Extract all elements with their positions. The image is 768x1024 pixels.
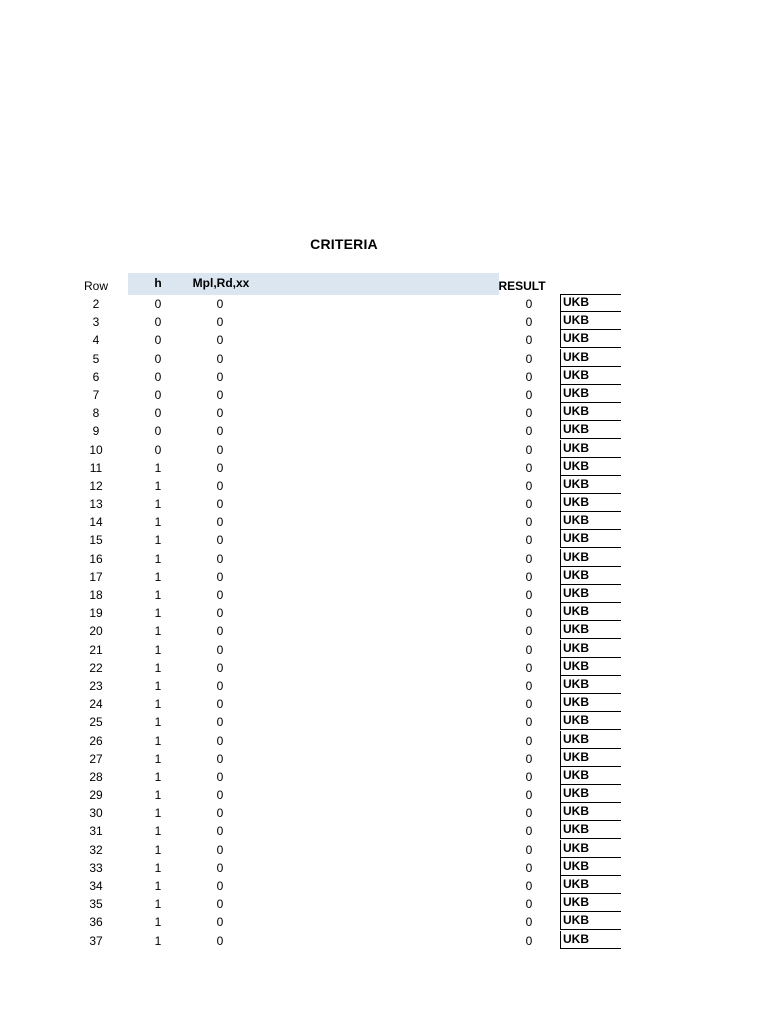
result-cell: 0 [525,624,533,639]
h-cell: 1 [154,897,162,912]
row-number-cell: 21 [89,642,103,657]
table-row [0,403,768,421]
mpl-cell: 0 [216,879,224,893]
status-cell: UKB [560,858,621,876]
h-cell: 1 [154,715,162,730]
result-cell: 0 [525,297,533,311]
result-cell: 0 [525,715,533,730]
data-table [0,294,768,949]
table-row [0,858,768,876]
mpl-cell: 0 [216,860,224,875]
table-row [0,312,768,330]
result-cell: 0 [525,697,533,712]
table-row [0,458,768,476]
table-row [0,567,768,585]
mpl-cell: 0 [216,915,224,930]
h-cell: 1 [154,769,162,784]
status-cell: UKB [560,840,621,858]
table-row [0,749,768,767]
result-cell: 0 [525,751,533,766]
status-cell: UKB [560,403,621,421]
status-cell: UKB [560,367,621,385]
result-cell: 0 [525,660,533,675]
status-cell: UKB [560,603,621,621]
table-row [0,894,768,912]
mpl-cell: 0 [216,678,224,693]
column-header-result: RESULT [498,279,546,293]
table-row [0,476,768,494]
status-cell: UKB [560,458,621,476]
mpl-cell: 0 [216,715,224,730]
mpl-cell: 0 [216,588,224,602]
result-cell: 0 [525,406,533,421]
result-cell: 0 [525,351,533,366]
result-cell: 0 [525,442,533,457]
mpl-cell: 0 [216,533,224,548]
column-header-mpl: Mpl,Rd,xx [192,276,250,290]
mpl-cell: 0 [216,515,224,530]
result-cell: 0 [525,842,533,857]
mpl-cell: 0 [216,442,224,457]
table-row [0,876,768,894]
h-cell: 0 [154,424,162,439]
row-number-cell: 14 [89,515,103,530]
h-cell: 1 [154,788,162,803]
table-row [0,785,768,803]
row-number-cell: 36 [89,915,103,930]
row-number-cell: 35 [89,897,103,912]
column-header-h: h [154,276,162,290]
status-cell: UKB [560,440,621,458]
status-cell: UKB [560,894,621,912]
table-row [0,821,768,839]
status-cell: UKB [560,312,621,330]
status-cell: UKB [560,349,621,367]
h-cell: 0 [154,406,162,421]
h-cell: 1 [154,660,162,675]
h-cell: 1 [154,497,162,512]
result-cell: 0 [525,369,533,384]
row-number-cell: 28 [89,769,103,784]
row-number-cell: 29 [89,788,103,803]
table-row [0,494,768,512]
h-cell: 1 [154,842,162,857]
table-row [0,603,768,621]
table-row [0,731,768,749]
table-row [0,385,768,403]
result-cell: 0 [525,806,533,821]
h-cell: 1 [154,806,162,821]
result-cell: 0 [525,860,533,875]
result-cell: 0 [525,515,533,530]
result-cell: 0 [525,551,533,566]
mpl-cell: 0 [216,569,224,584]
mpl-cell: 0 [216,315,224,330]
mpl-cell: 0 [216,660,224,675]
mpl-cell: 0 [216,788,224,803]
status-cell: UKB [560,767,621,785]
row-number-cell: 32 [89,842,103,857]
row-number-cell: 22 [89,660,103,675]
row-number-cell: 23 [89,678,103,693]
mpl-cell: 0 [216,478,224,493]
row-number-cell: 9 [92,424,100,439]
status-cell: UKB [560,785,621,803]
row-number-cell: 24 [89,697,103,712]
row-number-cell: 10 [89,442,103,457]
column-header-row: Row [83,279,108,293]
h-cell: 1 [154,606,162,621]
row-number-cell: 25 [89,715,103,730]
status-cell: UKB [560,494,621,512]
h-cell: 1 [154,478,162,493]
h-cell: 0 [154,333,162,348]
header-band [128,273,499,295]
mpl-cell: 0 [216,751,224,766]
result-cell: 0 [525,678,533,693]
mpl-cell: 0 [216,606,224,621]
h-cell: 0 [154,297,162,311]
status-cell: UKB [560,330,621,348]
status-cell: UKB [560,931,621,949]
status-cell: UKB [560,731,621,749]
table-row [0,694,768,712]
result-cell: 0 [525,315,533,330]
status-cell: UKB [560,385,621,403]
table-row [0,767,768,785]
row-number-cell: 27 [89,751,103,766]
status-cell: UKB [560,694,621,712]
row-number-cell: 6 [92,369,100,384]
row-number-cell: 7 [92,387,100,402]
mpl-cell: 0 [216,351,224,366]
mpl-cell: 0 [216,624,224,639]
row-number-cell: 3 [92,315,100,330]
h-cell: 1 [154,460,162,475]
status-cell: UKB [560,294,621,312]
mpl-cell: 0 [216,369,224,384]
mpl-cell: 0 [216,806,224,821]
row-number-cell: 8 [92,406,100,421]
h-cell: 1 [154,933,162,948]
status-cell: UKB [560,658,621,676]
result-cell: 0 [525,733,533,748]
row-number-cell: 5 [92,351,100,366]
table-row [0,294,768,312]
h-cell: 1 [154,915,162,930]
result-cell: 0 [525,478,533,493]
result-cell: 0 [525,824,533,839]
page-title: CRITERIA [310,236,378,252]
row-number-cell: 12 [89,478,103,493]
h-cell: 0 [154,315,162,330]
mpl-cell: 0 [216,424,224,439]
h-cell: 0 [154,351,162,366]
result-cell: 0 [525,497,533,512]
table-row [0,349,768,367]
table-row [0,803,768,821]
h-cell: 1 [154,879,162,893]
table-row [0,585,768,603]
mpl-cell: 0 [216,333,224,348]
mpl-cell: 0 [216,406,224,421]
status-cell: UKB [560,640,621,658]
mpl-cell: 0 [216,733,224,748]
status-cell: UKB [560,585,621,603]
status-cell: UKB [560,912,621,930]
mpl-cell: 0 [216,769,224,784]
row-number-cell: 18 [89,588,103,602]
table-row [0,367,768,385]
table-row [0,658,768,676]
h-cell: 1 [154,678,162,693]
h-cell: 1 [154,551,162,566]
h-cell: 1 [154,642,162,657]
status-cell: UKB [560,549,621,567]
row-number-cell: 4 [92,333,100,348]
mpl-cell: 0 [216,824,224,839]
result-cell: 0 [525,879,533,893]
h-cell: 1 [154,533,162,548]
row-number-cell: 26 [89,733,103,748]
table-row [0,840,768,858]
status-cell: UKB [560,567,621,585]
h-cell: 0 [154,387,162,402]
table-row [0,330,768,348]
h-cell: 1 [154,588,162,602]
h-cell: 0 [154,442,162,457]
status-cell: UKB [560,621,621,639]
status-cell: UKB [560,530,621,548]
result-cell: 0 [525,769,533,784]
table-row [0,912,768,930]
result-cell: 0 [525,915,533,930]
row-number-cell: 13 [89,497,103,512]
result-cell: 0 [525,897,533,912]
result-cell: 0 [525,642,533,657]
table-row [0,676,768,694]
mpl-cell: 0 [216,387,224,402]
status-cell: UKB [560,421,621,439]
status-cell: UKB [560,676,621,694]
row-number-cell: 16 [89,551,103,566]
status-cell: UKB [560,821,621,839]
table-row [0,640,768,658]
row-number-cell: 11 [89,460,103,475]
mpl-cell: 0 [216,460,224,475]
table-row [0,440,768,458]
status-cell: UKB [560,712,621,730]
status-cell: UKB [560,876,621,894]
result-cell: 0 [525,387,533,402]
h-cell: 1 [154,824,162,839]
result-cell: 0 [525,424,533,439]
status-cell: UKB [560,512,621,530]
row-number-cell: 30 [89,806,103,821]
table-row [0,421,768,439]
mpl-cell: 0 [216,933,224,948]
result-cell: 0 [525,588,533,602]
result-cell: 0 [525,606,533,621]
row-number-cell: 17 [89,569,103,584]
h-cell: 1 [154,733,162,748]
table-row [0,530,768,548]
status-cell: UKB [560,749,621,767]
result-cell: 0 [525,788,533,803]
h-cell: 1 [154,515,162,530]
h-cell: 1 [154,624,162,639]
result-cell: 0 [525,933,533,948]
row-number-cell: 31 [89,824,103,839]
mpl-cell: 0 [216,642,224,657]
result-cell: 0 [525,569,533,584]
mpl-cell: 0 [216,551,224,566]
result-cell: 0 [525,333,533,348]
table-row [0,512,768,530]
mpl-cell: 0 [216,297,224,311]
h-cell: 1 [154,751,162,766]
result-cell: 0 [525,533,533,548]
table-row [0,712,768,730]
mpl-cell: 0 [216,697,224,712]
mpl-cell: 0 [216,842,224,857]
table-row [0,931,768,949]
status-cell: UKB [560,803,621,821]
h-cell: 1 [154,860,162,875]
row-number-cell: 2 [92,297,100,311]
status-cell: UKB [560,476,621,494]
row-number-cell: 37 [89,933,103,948]
h-cell: 0 [154,369,162,384]
row-number-cell: 34 [89,879,103,893]
mpl-cell: 0 [216,897,224,912]
h-cell: 1 [154,697,162,712]
row-number-cell: 19 [89,606,103,621]
mpl-cell: 0 [216,497,224,512]
table-row [0,621,768,639]
table-row [0,549,768,567]
h-cell: 1 [154,569,162,584]
row-number-cell: 20 [89,624,103,639]
row-number-cell: 33 [89,860,103,875]
result-cell: 0 [525,460,533,475]
row-number-cell: 15 [89,533,103,548]
